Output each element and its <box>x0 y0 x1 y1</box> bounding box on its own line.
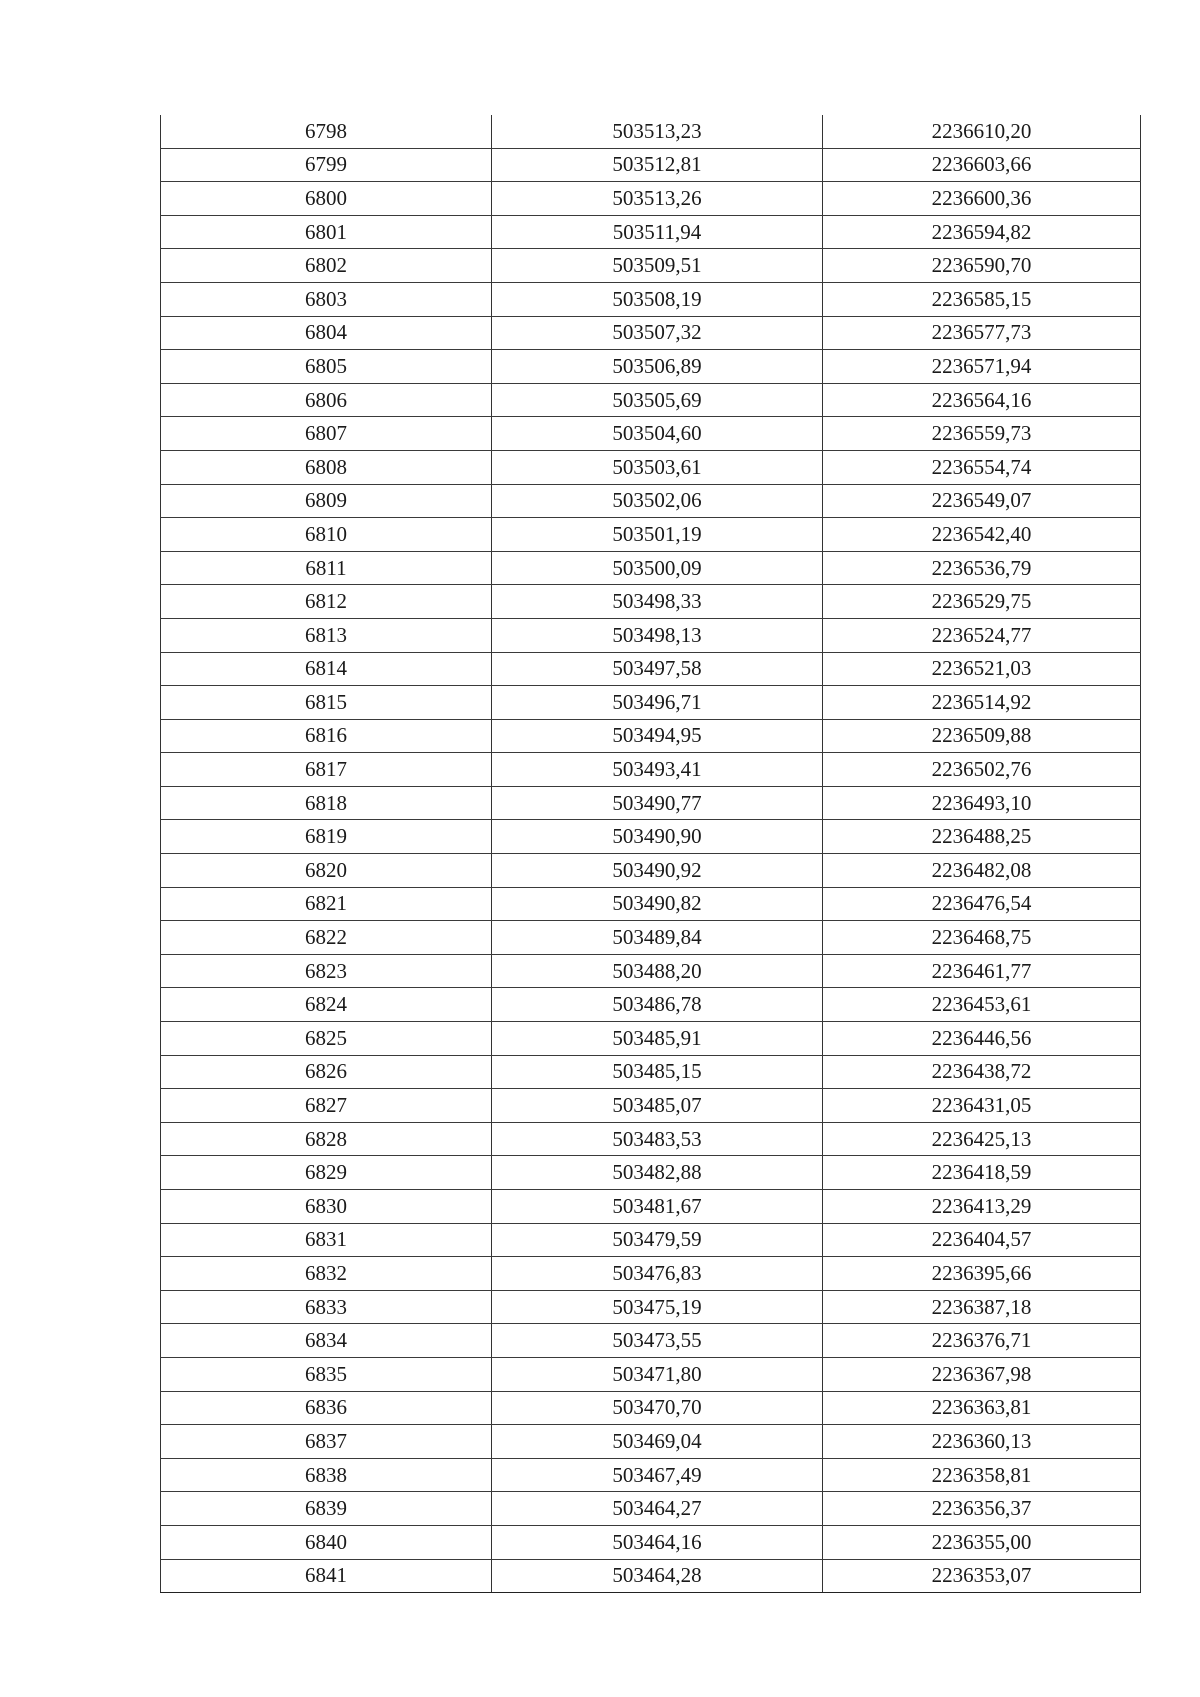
x-coordinate-cell: 503493,41 <box>492 753 823 787</box>
point-number-cell: 6822 <box>161 921 492 955</box>
y-coordinate-cell: 2236603,66 <box>823 148 1141 182</box>
table-row <box>161 1022 1141 1056</box>
table-row <box>161 115 1141 148</box>
x-coordinate-cell: 503470,70 <box>492 1391 823 1425</box>
table-row <box>161 1324 1141 1358</box>
point-number-cell: 6823 <box>161 954 492 988</box>
table-row <box>161 182 1141 216</box>
table-row <box>161 1190 1141 1224</box>
y-coordinate-cell: 2236358,81 <box>823 1458 1141 1492</box>
table-row <box>161 954 1141 988</box>
point-number-cell: 6810 <box>161 518 492 552</box>
x-coordinate-cell: 503513,26 <box>492 182 823 216</box>
table-row <box>161 719 1141 753</box>
y-coordinate-cell: 2236585,15 <box>823 282 1141 316</box>
x-coordinate-cell: 503490,92 <box>492 854 823 888</box>
table-row <box>161 551 1141 585</box>
y-coordinate-cell: 2236521,03 <box>823 652 1141 686</box>
point-number-cell: 6829 <box>161 1156 492 1190</box>
point-number-cell: 6837 <box>161 1425 492 1459</box>
table-row <box>161 1391 1141 1425</box>
point-number-cell: 6803 <box>161 282 492 316</box>
x-coordinate-cell: 503485,91 <box>492 1022 823 1056</box>
point-number-cell: 6814 <box>161 652 492 686</box>
x-coordinate-cell: 503486,78 <box>492 988 823 1022</box>
y-coordinate-cell: 2236404,57 <box>823 1223 1141 1257</box>
point-number-cell: 6824 <box>161 988 492 1022</box>
point-number-cell: 6805 <box>161 350 492 384</box>
point-number-cell: 6839 <box>161 1492 492 1526</box>
x-coordinate-cell: 503509,51 <box>492 249 823 283</box>
x-coordinate-cell: 503503,61 <box>492 450 823 484</box>
x-coordinate-cell: 503512,81 <box>492 148 823 182</box>
table-row <box>161 1290 1141 1324</box>
y-coordinate-cell: 2236413,29 <box>823 1190 1141 1224</box>
y-coordinate-cell: 2236355,00 <box>823 1525 1141 1559</box>
table-row <box>161 887 1141 921</box>
x-coordinate-cell: 503497,58 <box>492 652 823 686</box>
x-coordinate-cell: 503482,88 <box>492 1156 823 1190</box>
x-coordinate-cell: 503502,06 <box>492 484 823 518</box>
y-coordinate-cell: 2236536,79 <box>823 551 1141 585</box>
point-number-cell: 6812 <box>161 585 492 619</box>
y-coordinate-cell: 2236594,82 <box>823 215 1141 249</box>
point-number-cell: 6828 <box>161 1122 492 1156</box>
point-number-cell: 6802 <box>161 249 492 283</box>
table-row <box>161 820 1141 854</box>
x-coordinate-cell: 503490,90 <box>492 820 823 854</box>
y-coordinate-cell: 2236438,72 <box>823 1055 1141 1089</box>
table-row <box>161 518 1141 552</box>
table-row <box>161 1257 1141 1291</box>
table-row <box>161 686 1141 720</box>
table-row <box>161 450 1141 484</box>
point-number-cell: 6820 <box>161 854 492 888</box>
point-number-cell: 6817 <box>161 753 492 787</box>
x-coordinate-cell: 503501,19 <box>492 518 823 552</box>
point-number-cell: 6835 <box>161 1357 492 1391</box>
y-coordinate-cell: 2236564,16 <box>823 383 1141 417</box>
point-number-cell: 6841 <box>161 1559 492 1593</box>
y-coordinate-cell: 2236488,25 <box>823 820 1141 854</box>
table-row <box>161 1055 1141 1089</box>
x-coordinate-cell: 503494,95 <box>492 719 823 753</box>
x-coordinate-cell: 503498,33 <box>492 585 823 619</box>
y-coordinate-cell: 2236600,36 <box>823 182 1141 216</box>
x-coordinate-cell: 503508,19 <box>492 282 823 316</box>
point-number-cell: 6831 <box>161 1223 492 1257</box>
y-coordinate-cell: 2236529,75 <box>823 585 1141 619</box>
point-number-cell: 6834 <box>161 1324 492 1358</box>
y-coordinate-cell: 2236353,07 <box>823 1559 1141 1593</box>
y-coordinate-cell: 2236468,75 <box>823 921 1141 955</box>
y-coordinate-cell: 2236453,61 <box>823 988 1141 1022</box>
x-coordinate-cell: 503505,69 <box>492 383 823 417</box>
x-coordinate-cell: 503479,59 <box>492 1223 823 1257</box>
x-coordinate-cell: 503467,49 <box>492 1458 823 1492</box>
y-coordinate-cell: 2236502,76 <box>823 753 1141 787</box>
x-coordinate-cell: 503481,67 <box>492 1190 823 1224</box>
y-coordinate-cell: 2236524,77 <box>823 618 1141 652</box>
point-number-cell: 6821 <box>161 887 492 921</box>
coordinates-table <box>160 115 1141 1593</box>
table-row <box>161 618 1141 652</box>
table-row <box>161 249 1141 283</box>
point-number-cell: 6827 <box>161 1089 492 1123</box>
table-row <box>161 1089 1141 1123</box>
y-coordinate-cell: 2236493,10 <box>823 786 1141 820</box>
table-row <box>161 1425 1141 1459</box>
y-coordinate-cell: 2236559,73 <box>823 417 1141 451</box>
y-coordinate-cell: 2236461,77 <box>823 954 1141 988</box>
x-coordinate-cell: 503464,27 <box>492 1492 823 1526</box>
x-coordinate-cell: 503507,32 <box>492 316 823 350</box>
y-coordinate-cell: 2236509,88 <box>823 719 1141 753</box>
y-coordinate-cell: 2236549,07 <box>823 484 1141 518</box>
y-coordinate-cell: 2236425,13 <box>823 1122 1141 1156</box>
y-coordinate-cell: 2236571,94 <box>823 350 1141 384</box>
x-coordinate-cell: 503471,80 <box>492 1357 823 1391</box>
x-coordinate-cell: 503490,82 <box>492 887 823 921</box>
y-coordinate-cell: 2236360,13 <box>823 1425 1141 1459</box>
table-row <box>161 786 1141 820</box>
x-coordinate-cell: 503513,23 <box>492 115 823 148</box>
x-coordinate-cell: 503500,09 <box>492 551 823 585</box>
point-number-cell: 6840 <box>161 1525 492 1559</box>
x-coordinate-cell: 503504,60 <box>492 417 823 451</box>
x-coordinate-cell: 503473,55 <box>492 1324 823 1358</box>
table-row <box>161 1357 1141 1391</box>
y-coordinate-cell: 2236356,37 <box>823 1492 1141 1526</box>
point-number-cell: 6826 <box>161 1055 492 1089</box>
point-number-cell: 6830 <box>161 1190 492 1224</box>
y-coordinate-cell: 2236590,70 <box>823 249 1141 283</box>
y-coordinate-cell: 2236446,56 <box>823 1022 1141 1056</box>
y-coordinate-cell: 2236395,66 <box>823 1257 1141 1291</box>
table-row <box>161 1559 1141 1593</box>
point-number-cell: 6800 <box>161 182 492 216</box>
point-number-cell: 6801 <box>161 215 492 249</box>
x-coordinate-cell: 503488,20 <box>492 954 823 988</box>
table-row <box>161 1156 1141 1190</box>
x-coordinate-cell: 503464,28 <box>492 1559 823 1593</box>
table-row <box>161 484 1141 518</box>
x-coordinate-cell: 503483,53 <box>492 1122 823 1156</box>
x-coordinate-cell: 503485,15 <box>492 1055 823 1089</box>
x-coordinate-cell: 503485,07 <box>492 1089 823 1123</box>
point-number-cell: 6813 <box>161 618 492 652</box>
point-number-cell: 6819 <box>161 820 492 854</box>
x-coordinate-cell: 503475,19 <box>492 1290 823 1324</box>
x-coordinate-cell: 503511,94 <box>492 215 823 249</box>
table-row <box>161 1492 1141 1526</box>
table-row <box>161 921 1141 955</box>
y-coordinate-cell: 2236514,92 <box>823 686 1141 720</box>
y-coordinate-cell: 2236542,40 <box>823 518 1141 552</box>
x-coordinate-cell: 503506,89 <box>492 350 823 384</box>
table-row <box>161 753 1141 787</box>
table-row <box>161 350 1141 384</box>
point-number-cell: 6811 <box>161 551 492 585</box>
y-coordinate-cell: 2236554,74 <box>823 450 1141 484</box>
point-number-cell: 6807 <box>161 417 492 451</box>
y-coordinate-cell: 2236610,20 <box>823 115 1141 148</box>
point-number-cell: 6815 <box>161 686 492 720</box>
x-coordinate-cell: 503476,83 <box>492 1257 823 1291</box>
point-number-cell: 6816 <box>161 719 492 753</box>
y-coordinate-cell: 2236418,59 <box>823 1156 1141 1190</box>
table-row <box>161 652 1141 686</box>
y-coordinate-cell: 2236387,18 <box>823 1290 1141 1324</box>
point-number-cell: 6808 <box>161 450 492 484</box>
point-number-cell: 6798 <box>161 115 492 148</box>
point-number-cell: 6836 <box>161 1391 492 1425</box>
y-coordinate-cell: 2236367,98 <box>823 1357 1141 1391</box>
point-number-cell: 6825 <box>161 1022 492 1056</box>
y-coordinate-cell: 2236431,05 <box>823 1089 1141 1123</box>
x-coordinate-cell: 503469,04 <box>492 1425 823 1459</box>
table-row <box>161 148 1141 182</box>
y-coordinate-cell: 2236577,73 <box>823 316 1141 350</box>
table-row <box>161 1458 1141 1492</box>
x-coordinate-cell: 503496,71 <box>492 686 823 720</box>
point-number-cell: 6818 <box>161 786 492 820</box>
point-number-cell: 6832 <box>161 1257 492 1291</box>
table-row <box>161 1122 1141 1156</box>
x-coordinate-cell: 503490,77 <box>492 786 823 820</box>
table-row <box>161 1525 1141 1559</box>
point-number-cell: 6809 <box>161 484 492 518</box>
point-number-cell: 6833 <box>161 1290 492 1324</box>
table-row <box>161 417 1141 451</box>
x-coordinate-cell: 503498,13 <box>492 618 823 652</box>
table-row <box>161 282 1141 316</box>
y-coordinate-cell: 2236476,54 <box>823 887 1141 921</box>
point-number-cell: 6806 <box>161 383 492 417</box>
table-row <box>161 854 1141 888</box>
y-coordinate-cell: 2236363,81 <box>823 1391 1141 1425</box>
point-number-cell: 6838 <box>161 1458 492 1492</box>
point-number-cell: 6799 <box>161 148 492 182</box>
table-row <box>161 1223 1141 1257</box>
table-row <box>161 383 1141 417</box>
y-coordinate-cell: 2236482,08 <box>823 854 1141 888</box>
table-row <box>161 585 1141 619</box>
x-coordinate-cell: 503464,16 <box>492 1525 823 1559</box>
table-row <box>161 316 1141 350</box>
coordinates-table-body <box>161 115 1141 1593</box>
y-coordinate-cell: 2236376,71 <box>823 1324 1141 1358</box>
x-coordinate-cell: 503489,84 <box>492 921 823 955</box>
table-row <box>161 988 1141 1022</box>
table-row <box>161 215 1141 249</box>
point-number-cell: 6804 <box>161 316 492 350</box>
